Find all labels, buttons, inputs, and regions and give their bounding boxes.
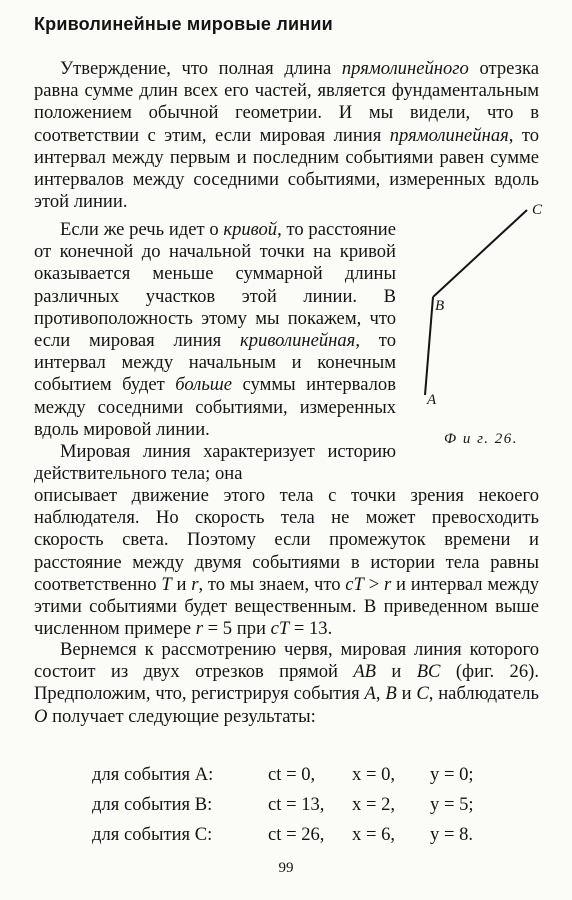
math-var: r — [383, 573, 392, 595]
text: , то мы знаем, что — [198, 573, 346, 595]
segment-ab — [425, 297, 433, 395]
event-label: для события C: — [92, 824, 213, 845]
text: Утверждение, что полная длина — [60, 58, 342, 79]
paragraph-straight-line — [34, 58, 539, 213]
event-y: y = 5; — [430, 794, 474, 815]
math-var: cT — [270, 618, 290, 640]
text: = 13. — [289, 618, 333, 640]
page-number: 99 — [278, 860, 294, 876]
event-ct: ct = 13, — [268, 794, 325, 815]
segment-bc — [433, 210, 527, 297]
math-var: O — [34, 705, 48, 727]
event-row-a — [92, 760, 512, 790]
event-ct: ct = 26, — [268, 824, 325, 845]
text: и — [171, 573, 192, 595]
event-label: для события A: — [92, 764, 214, 785]
text: = 5 при — [203, 618, 271, 640]
paragraph-world-line-start — [34, 441, 396, 485]
text: и интервал между этими событиями будет вещественным. В приведенном выше численном примере — [34, 573, 540, 640]
text: отрезка равна сумме длин всех его частей, является фундаментальным положением обычной геометрии. И мы видели, что в соответствии с этим, если мировая линия — [34, 58, 539, 146]
math-var: C — [416, 683, 429, 705]
emphasis: больше — [175, 374, 233, 396]
math-var: r — [191, 573, 199, 595]
math-var: A — [364, 683, 376, 705]
event-row-c — [92, 820, 512, 850]
paragraph-curve — [34, 219, 396, 441]
figure-caption: Ф и г. 26. — [444, 431, 518, 447]
text: и — [396, 683, 417, 705]
math-var: AB — [353, 661, 377, 683]
text: Если же речь идет о — [60, 219, 224, 240]
text: и — [376, 661, 417, 683]
text: , наблюдатель — [428, 683, 540, 705]
text: > — [363, 573, 384, 595]
event-y: y = 8. — [430, 824, 474, 845]
event-row-b — [92, 790, 512, 820]
text: , то интервал между первым и последним событиями равен сумме интервалов между соседними событиями, измеренных вдоль этой линии. — [34, 124, 539, 213]
text: получает следующие результаты: — [47, 705, 316, 727]
point-label-c: C — [532, 202, 543, 218]
emphasis: прямолинейная — [389, 124, 509, 146]
figure-26-world-line — [415, 200, 545, 460]
paragraph-worm — [34, 639, 539, 728]
event-y: y = 0; — [430, 764, 474, 785]
event-x: x = 6, — [352, 824, 396, 845]
math-var: r — [195, 618, 204, 640]
text: , то расстояние от конечной до начальной точки на кривой оказывается меньше суммарной длины различных участков этой линии. В противоположность этому мы покажем, что если мировая линия — [34, 219, 396, 352]
math-var: cT — [345, 573, 364, 595]
point-label-a: A — [427, 392, 437, 408]
text: Вернемся к рассмотрению червя, мировая линия которого состоит из двух отрезков прямой — [34, 639, 539, 683]
text: Мировая линия характеризует историю действительного тела; она — [34, 441, 396, 485]
text: (фиг. 26). Предположим, что, регистрируя события — [34, 661, 539, 705]
world-line-diagram — [415, 200, 545, 460]
emphasis: прямолинейного — [341, 58, 469, 79]
section-title: Криволинейные мировые линии — [34, 14, 333, 34]
emphasis: кривой — [223, 219, 278, 240]
event-label: для события B: — [92, 794, 213, 815]
math-var: T — [161, 573, 172, 595]
text: , — [375, 683, 386, 705]
text: описывает движение этого тела с точки зрения некоего наблюдателя. Но скорость тела не может превосходить скорость света. Поэтому если промежуток времени и расстояние между двумя событиями в истории тела равны соответственно — [34, 485, 539, 595]
event-x: x = 2, — [352, 794, 396, 815]
math-var: BC — [416, 661, 441, 683]
event-x: x = 0, — [352, 764, 396, 785]
point-label-b: B — [435, 298, 445, 314]
event-ct: ct = 0, — [268, 764, 316, 785]
text: суммы интервалов между соседними событиями, измеренных вдоль мировой линии. — [34, 374, 396, 440]
event-table — [92, 760, 512, 850]
emphasis: криволинейная — [240, 330, 356, 352]
text: , то интервал между начальным и конечным событием будет — [34, 330, 396, 396]
paragraph-world-line-continued — [34, 485, 539, 640]
math-var: B — [385, 683, 397, 705]
